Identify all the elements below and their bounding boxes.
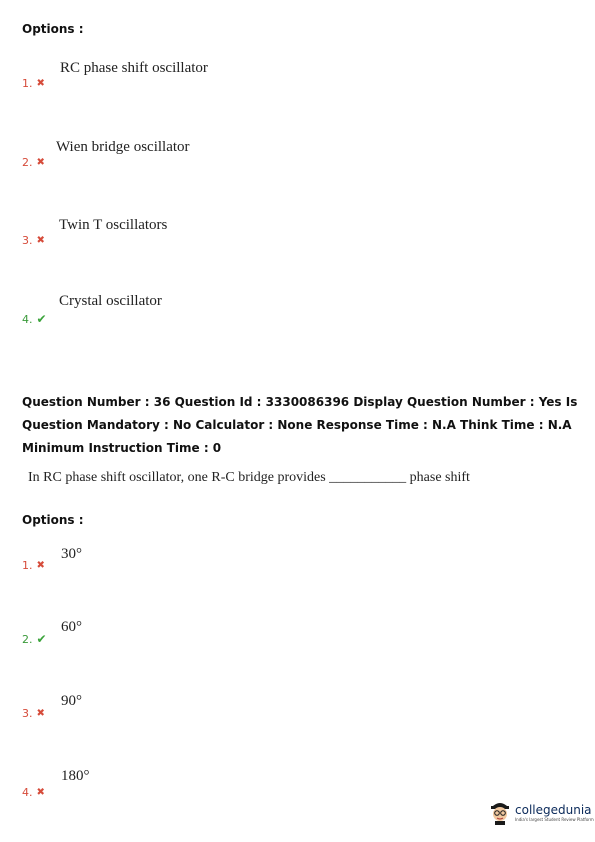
option-text: 60° xyxy=(61,619,82,635)
cross-icon: ✖ xyxy=(36,787,45,798)
option-number xyxy=(22,786,45,799)
check-icon: ✔ xyxy=(36,632,47,646)
question-text: In RC phase shift oscillator, one R-C bridge provides ___________ phase shift xyxy=(28,470,470,485)
logo-tagline: India's largest Student Review Platform xyxy=(515,816,594,822)
option-number xyxy=(22,156,45,169)
option-number xyxy=(22,234,45,247)
collegedunia-logo xyxy=(489,799,594,825)
option-number-label: 3. xyxy=(22,234,33,247)
option-number-label: 3. xyxy=(22,707,33,720)
option-text: 180° xyxy=(61,768,90,784)
option-number-label: 4. xyxy=(22,786,33,799)
option-text: 30° xyxy=(61,546,82,562)
options-label: Options : xyxy=(22,513,84,527)
cross-icon: ✖ xyxy=(36,78,45,89)
option-number xyxy=(22,77,45,90)
options-label: Options : xyxy=(22,22,84,36)
option-number xyxy=(22,632,47,646)
mascot-icon xyxy=(489,799,511,825)
question-metadata: Question Number : 36 Question Id : 3330086396 Display Question Number : Yes Is Question Mandatory : No Calculator : None Response Time : N.A Think Time : N.A Minimum Instruction Time : 0 xyxy=(22,395,578,455)
check-icon: ✔ xyxy=(36,312,47,326)
option-number-label: 1. xyxy=(22,77,33,90)
option-text: Twin T oscillators xyxy=(59,217,168,233)
option-number xyxy=(22,312,47,326)
option-text: RC phase shift oscillator xyxy=(60,60,208,76)
option-text: 90° xyxy=(61,693,82,709)
option-number-label: 1. xyxy=(22,559,33,572)
cross-icon: ✖ xyxy=(36,560,45,571)
option-number xyxy=(22,707,45,720)
option-number xyxy=(22,559,45,572)
cross-icon: ✖ xyxy=(36,708,45,719)
cross-icon: ✖ xyxy=(36,235,45,246)
option-text: Wien bridge oscillator xyxy=(56,139,190,155)
option-number-label: 4. xyxy=(22,312,33,326)
option-number-label: 2. xyxy=(22,156,33,169)
logo-name: collegedunia xyxy=(515,802,592,817)
option-number-label: 2. xyxy=(22,632,33,646)
cross-icon: ✖ xyxy=(36,157,45,168)
option-text: Crystal oscillator xyxy=(59,293,162,309)
